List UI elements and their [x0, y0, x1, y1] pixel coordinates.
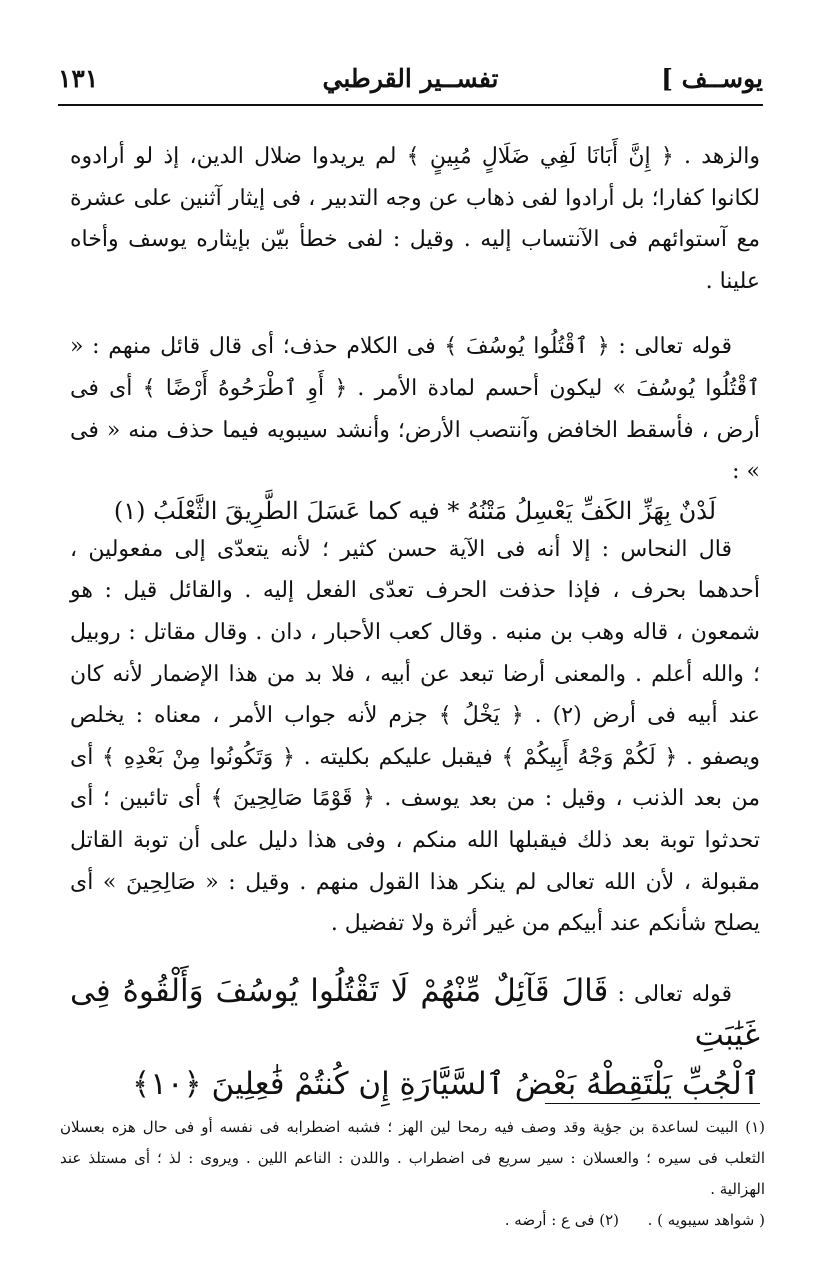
quran-verse — [70, 971, 760, 1060]
text-line: بَعْدِهِ ﴾ أى من بعد الذنب ، وقيل : من بعد يوسف . ﴿ قَوْمًا صَالِحِينَ ﴾ أى تائبين ؛ — [70, 744, 760, 812]
text-line: قال النحاس : إلا أنه فى الآية حسن كثير ؛ لأنه يتعدّى إلى مفعولين ، أحدهما بحرف ، — [70, 536, 761, 604]
text-line: يُوسُفَ » ليكون أحسم لمادة الأمر . ﴿ أَوِ ٱطْرَحُوهُ أَرْضًا ﴾ أى فى أرض ، فأسقط الخافض — [70, 375, 760, 443]
surah-name: يوســف ] — [661, 64, 763, 93]
footnote-line: الثعلب فى سيره ؛ والعسلان : سير سريع فى اضطراب . واللدن : الناعم اللين . ويروى : لذ ؛ أى مستلذ عند الهزالية . — [60, 1149, 765, 1198]
text-line: من غير أثرة ولا تفضيل . — [330, 911, 551, 937]
paragraph-3 — [70, 529, 760, 945]
header-rule — [58, 104, 763, 106]
paragraph-1 — [70, 136, 760, 302]
footnote-line: ( شواهد سيبويه ) . — [647, 1211, 765, 1229]
poetry-verse: لَدْنٌ بِهَزِّ الكَفِّ يَعْسِلُ مَتْنُهُ * فيه كما عَسَلَ الطَّرِيقَ الثَّعْلَبُ (١) — [113, 496, 717, 525]
footnote-1-end-and-2 — [60, 1205, 765, 1236]
text-line: لأن الله تعالى لم ينكر هذا القول منهم . وقيل : « صَالِحِينَ » أى يصلح شأنكم عند أبيكم — [70, 869, 760, 937]
book-title: تفســير القرطبي — [322, 64, 499, 93]
footnote-line: (١) البيت لساعدة بن جؤية وقد وصف فيه رمحا لين الهز ؛ فشبه اضطرابه فى نفسه أو فى حال هزه بعسلان — [60, 1118, 765, 1136]
text-line: وقال كعب الأحبار ، دان . وقال مقاتل : روبيل ؛ والله أعلم . والمعنى أرضا تبعد — [70, 619, 761, 687]
text-line: والزهد . ﴿ إِنَّ أَبَانَا لَفِي ضَلَالٍ مُبِينٍ ﴾ لم يريدوا ضلال الدين، إذ لو أرادوه لكانوا كفارا؛ — [70, 144, 760, 211]
quran-line-2: ٱلْجُبِّ يَلْتَقِطْهُ بَعْضُ ٱلسَّيَّارَةِ إِن كُنتُمْ فَٰعِلِينَ ﴿١٠﴾ — [132, 1065, 760, 1102]
page-number: ١٣١ — [58, 64, 99, 93]
footnote-1 — [60, 1112, 765, 1205]
paragraph-2 — [70, 326, 760, 492]
quran-line-1: قَالَ قَآئِلٌ مِّنْهُمْ لَا تَقْتُلُوا يُوسُفَ وَأَلْقُوهُ فِى غَيَٰبَتِ — [70, 972, 760, 1054]
footnotes — [60, 1112, 765, 1236]
text-line: وآنتصب الأرض؛ وأنشد سيبويه فيما حذف منه « فى » : — [70, 417, 760, 485]
text-line: إليه . وقيل : لفى خطأ بيّن بإيثاره يوسف وأخاه علينا . — [70, 227, 760, 294]
text-line: قوله تعالى : ﴿ ٱقْتُلُوا يُوسُفَ ﴾ فى الكلام حذف؛ أى قال قائل منهم : « ٱقْتُلُوا — [70, 334, 761, 401]
text-line: فإذا حذفت الحرف تعدّى الفعل إليه . والقائل قيل : هو شمعون ، قاله وهب بن منبه . — [70, 578, 760, 645]
text-line: أى تحدثوا توبة بعد ذلك فيقبلها الله منكم ، وفى هذا دليل على أن توبة القاتل مقبولة ، — [70, 786, 760, 895]
footnote-rule — [545, 1103, 760, 1104]
quran-lead: قوله تعالى : — [617, 981, 732, 1007]
text-line: الأمر ، معناه : يخلص ويصفو . ﴿ لَكُمْ وَجْهُ أَبِيكُمْ ﴾ فيقبل عليكم بكليته . ﴿ وَتَكُونُوا مِنْ — [70, 703, 760, 770]
text-line: بل أرادوا لفى ذهاب عن وجه التدبير ، فى إيثار آثنين على عشرة مع آستوائهم فى الآنتساب — [70, 185, 761, 253]
text-line: عن أبيه ، فلا بد من هذا الإضمار لأنه كان عند أبيه فى أرض (٢) . ﴿ يَخْلُ ﴾ جزم لأنه جواب — [70, 661, 760, 729]
main-text — [70, 136, 760, 1108]
page-header — [58, 60, 763, 100]
footnote-2: (٢) فى ع : أرضه . — [504, 1211, 619, 1229]
